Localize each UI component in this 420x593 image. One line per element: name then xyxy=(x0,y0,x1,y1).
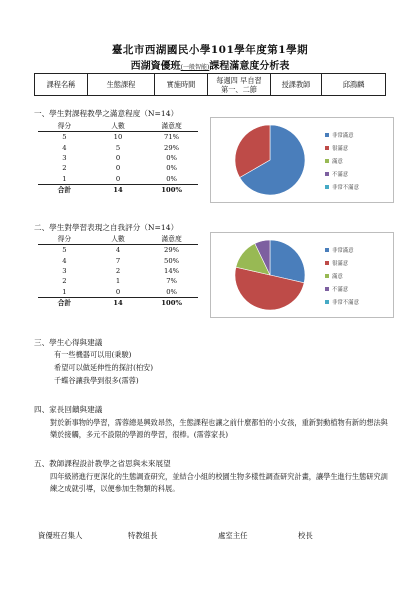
table-cell: 4 xyxy=(62,256,67,265)
column-header: 滿意度 xyxy=(145,121,198,132)
table-cell: 29% xyxy=(164,143,180,152)
legend-item xyxy=(325,285,348,293)
legend-label: 滿意 xyxy=(332,274,343,280)
legend-swatch xyxy=(325,274,329,278)
legend-item xyxy=(325,272,343,280)
table-total-row xyxy=(38,297,198,308)
chart2-pie xyxy=(211,233,393,317)
chart2-frame xyxy=(210,232,394,318)
legend-swatch xyxy=(325,287,329,291)
total-cell: 14 xyxy=(91,297,145,308)
legend-label: 非常不滿意 xyxy=(332,185,359,191)
table-header-row xyxy=(38,234,198,245)
table-cell: 2 xyxy=(62,164,67,173)
legend-label: 很滿意 xyxy=(332,261,349,267)
legend-swatch xyxy=(325,146,329,150)
table-cell: 14% xyxy=(164,267,180,276)
time-line-2: 第一、二節 xyxy=(221,84,257,94)
table-cell: 0 xyxy=(115,287,121,296)
table-total-row xyxy=(38,184,198,195)
table-cell: 0% xyxy=(166,174,177,183)
legend-item xyxy=(325,170,348,178)
section1-heading: 一、學生對課程教學之滿意程度（N=14） xyxy=(34,109,179,118)
table-row xyxy=(38,266,198,276)
table-cell: 0% xyxy=(166,287,177,296)
time-value xyxy=(208,74,271,96)
legend-item xyxy=(325,157,343,165)
table-cell: 0% xyxy=(166,154,177,163)
table-cell: 0 xyxy=(115,174,121,183)
column-header: 得分 xyxy=(38,234,91,245)
parent-feedback: 對於新事物的學習，霈蓉總是興致昂然，生態課程也讓之前什麼都怕的小女孩，重新對動植物有新的想法與樂於接觸，多元不設限的學源的學習，很棒。(霈蓉家長) xyxy=(50,418,388,439)
teacher-reflection: 四年級將進行更深化的生態調查研究，並結合小組的校園生物多樣性調查研究計畫，讓學生進行生態研究訓練之成就引導，以便參加生物類的科展。 xyxy=(50,472,388,493)
table-cell: 4 xyxy=(115,246,121,255)
table-row xyxy=(38,286,198,297)
legend-label: 不滿意 xyxy=(332,287,349,293)
total-cell: 14 xyxy=(91,184,145,195)
table-row xyxy=(38,245,198,256)
table-cell: 0 xyxy=(115,164,121,173)
chart1-frame xyxy=(210,117,394,203)
legend-label: 不滿意 xyxy=(332,172,349,178)
total-cell: 合計 xyxy=(38,184,91,195)
table-cell: 3 xyxy=(62,154,67,163)
document-subtitle xyxy=(0,57,420,72)
legend-swatch xyxy=(325,185,329,189)
table-cell: 29% xyxy=(164,246,180,255)
legend-label: 非常滿意 xyxy=(332,133,354,139)
sign-principal: 校長 xyxy=(298,531,313,540)
table-row xyxy=(38,143,198,153)
teacher-label: 授課教師 xyxy=(271,74,322,96)
section4-heading: 四、家長回饋與建議 xyxy=(34,405,103,414)
legend-item xyxy=(325,144,348,152)
legend-swatch xyxy=(325,300,329,304)
legend-item xyxy=(325,131,354,139)
legend-swatch xyxy=(325,172,329,176)
table-row xyxy=(38,163,198,173)
table-cell: 1 xyxy=(62,174,67,183)
table-cell: 50% xyxy=(164,256,180,265)
table-row xyxy=(38,173,198,184)
table-row xyxy=(38,153,198,163)
table-row xyxy=(38,256,198,266)
table-cell: 5 xyxy=(115,143,121,152)
table-cell: 2 xyxy=(115,267,121,276)
column-header: 人數 xyxy=(91,234,145,245)
legend-swatch xyxy=(325,261,329,265)
course-info-table xyxy=(34,73,386,96)
legend-item xyxy=(325,183,359,191)
table-cell: 10 xyxy=(113,133,123,142)
legend-label: 滿意 xyxy=(332,159,343,165)
total-cell: 合計 xyxy=(38,297,91,308)
table-cell: 7% xyxy=(166,277,177,286)
subtitle-note: (一般智能) xyxy=(180,64,210,71)
time-line-1: 每週四 早自習 xyxy=(216,75,262,85)
section3-heading: 三、學生心得與建議 xyxy=(34,338,103,347)
time-label: 實施時間 xyxy=(155,74,208,96)
table-cell: 7 xyxy=(115,256,121,265)
section2-heading: 二、學生對學習表現之自我評分（N=14） xyxy=(34,223,179,232)
column-header: 滿意度 xyxy=(145,234,198,245)
table-cell: 0% xyxy=(166,164,177,173)
section5-heading: 五、教師課程設計教學之省思與未來展望 xyxy=(34,459,171,468)
section2-table xyxy=(38,234,198,308)
table-cell: 3 xyxy=(62,267,67,276)
table-header-row xyxy=(38,121,198,132)
table-row xyxy=(38,276,198,286)
sign-special-ed-chief: 特教組長 xyxy=(128,531,158,540)
teacher-value: 邱鴻麟 xyxy=(322,74,386,96)
subtitle-form: 課程滿意度分析表 xyxy=(209,61,290,72)
legend-swatch xyxy=(325,159,329,163)
subtitle-class: 西湖資優班 xyxy=(130,61,181,72)
table-cell: 5 xyxy=(62,133,67,142)
table-cell: 5 xyxy=(62,246,67,255)
table-row xyxy=(38,132,198,143)
table-cell: 4 xyxy=(62,143,67,152)
comment-1: 有一些機器可以用(秉駿) xyxy=(54,350,132,359)
table-cell: 71% xyxy=(164,133,180,142)
legend-label: 非常不滿意 xyxy=(332,300,359,306)
sign-coordinator: 資優班召集人 xyxy=(38,531,83,540)
column-header: 人數 xyxy=(91,121,145,132)
legend-item xyxy=(325,246,354,254)
chart1-pie xyxy=(211,118,393,202)
legend-swatch xyxy=(325,248,329,252)
legend-item xyxy=(325,298,359,306)
course-name-label: 課程名稱 xyxy=(35,74,88,96)
comment-3: 千蝶谷讓我學到很多(霈蓉) xyxy=(54,376,139,385)
legend-item xyxy=(325,259,348,267)
table-cell: 0 xyxy=(115,154,121,163)
sign-director: 處室主任 xyxy=(218,531,248,540)
legend-label: 很滿意 xyxy=(332,146,349,152)
course-name-value: 生態課程 xyxy=(88,74,155,96)
legend-swatch xyxy=(325,133,329,137)
total-cell: 100% xyxy=(145,297,198,308)
section1-table xyxy=(38,121,198,195)
comment-2: 希望可以做延伸性的探討(柏安) xyxy=(54,363,154,372)
total-cell: 100% xyxy=(145,184,198,195)
table-cell: 1 xyxy=(62,287,67,296)
table-cell: 1 xyxy=(115,277,121,286)
document-title: 臺北市西湖國民小學101學年度第1學期 xyxy=(111,44,309,56)
legend-label: 非常滿意 xyxy=(332,248,354,254)
column-header: 得分 xyxy=(38,121,91,132)
table-cell: 2 xyxy=(62,277,67,286)
